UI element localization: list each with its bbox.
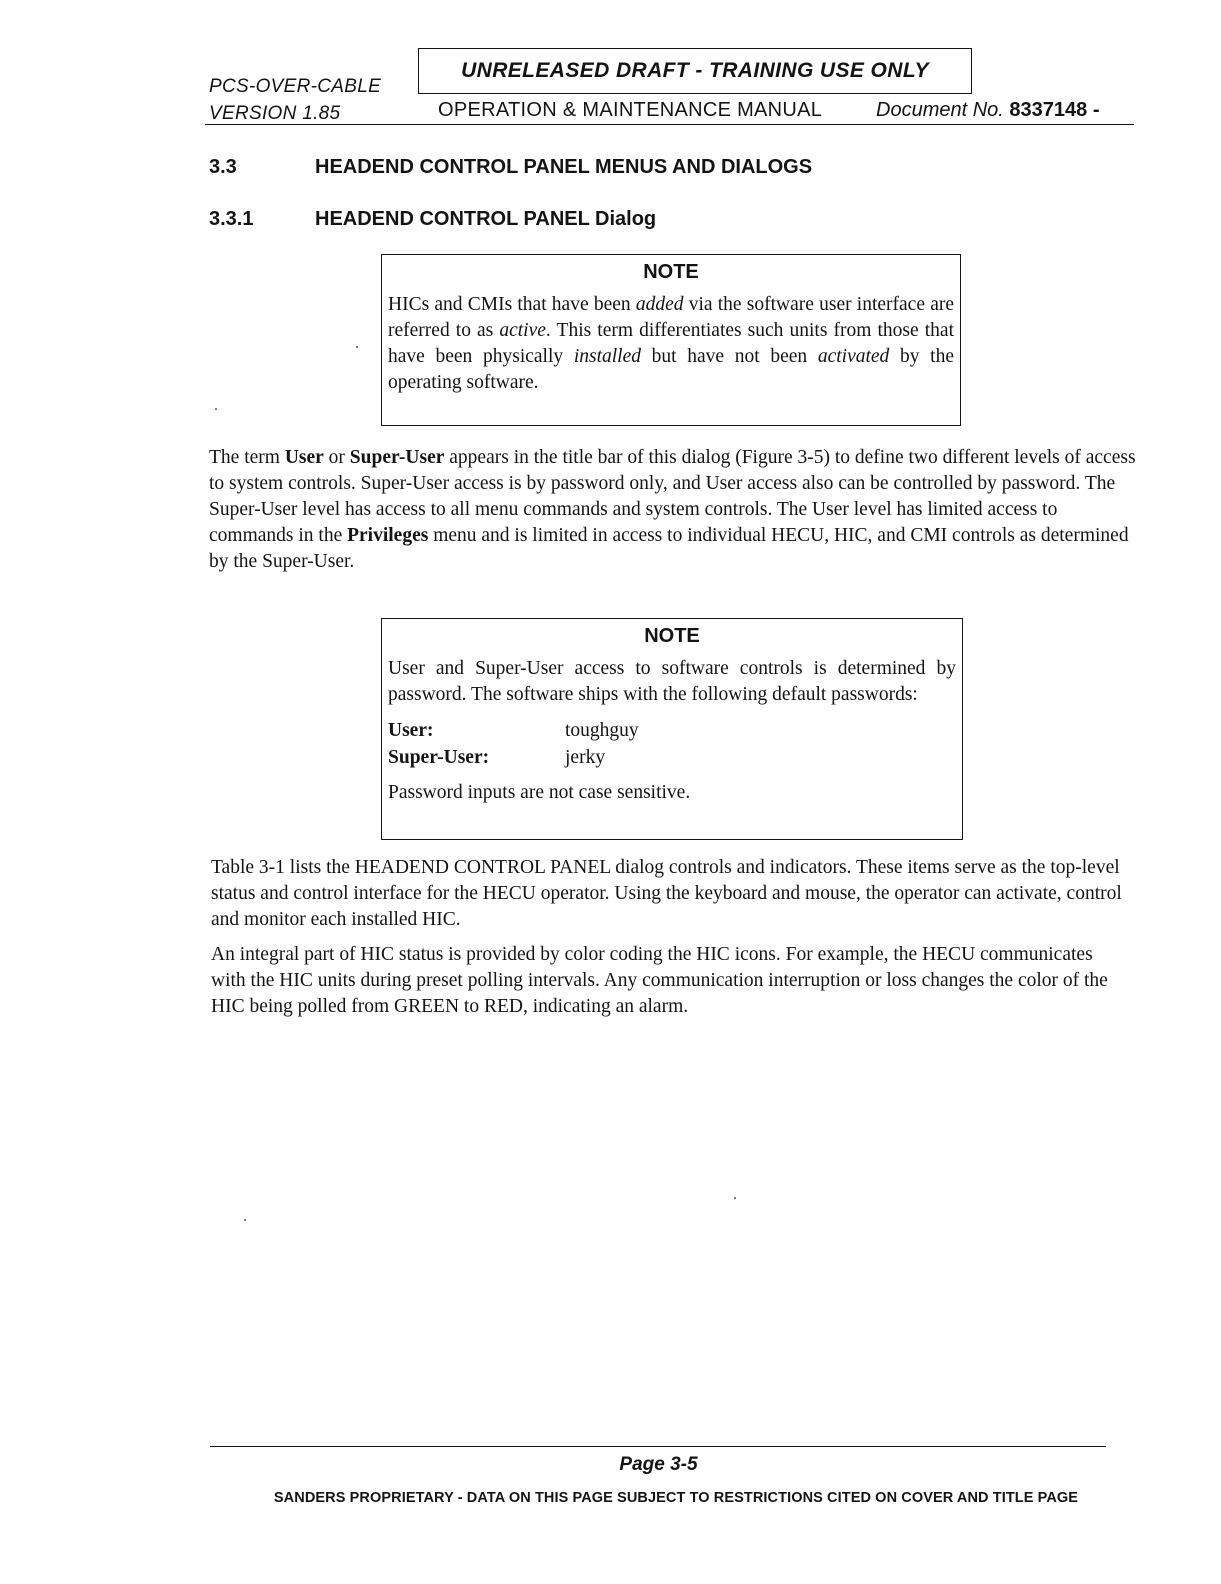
scan-speck — [356, 346, 358, 348]
section-number: 3.3.1 — [209, 208, 254, 230]
role-label: User: — [388, 720, 434, 741]
proprietary-notice: SANDERS PROPRIETARY - DATA ON THIS PAGE SUBJECT TO RESTRICTIONS CITED ON COVER AND TITLE PAGE — [273, 1490, 1079, 1506]
paragraph-color-coding: An integral part of HIC status is provided by color coding the HIC icons. For example, the HECU communicates with the HIC units during preset polling intervals. Any communication interruption or loss changes the color of the HIC being polled from GREEN to RED, indicating an alarm. — [211, 944, 1108, 1017]
header-divider — [205, 124, 1134, 125]
section-title: HEADEND CONTROL PANEL Dialog — [315, 208, 657, 230]
note-footer: Password inputs are not case sensitive. — [388, 782, 691, 803]
version-label: VERSION 1.85 — [209, 103, 341, 124]
role-label: Super-User: — [388, 747, 490, 768]
note-title: NOTE — [643, 261, 699, 283]
paragraph-access-levels: The term User or Super-User appears in the title bar of this dialog (Figure 3-5) to define two different levels of access to system controls. Super-User access is by password only, and User access also can be controlled by password. The Super-User level has access to all menu commands and system controls. The User level has limited access to commands in the Privileges menu and is limited in access to individual HECU, HIC, and CMI controls as determined by the Super-User. — [209, 447, 1136, 572]
scan-speck — [215, 408, 217, 410]
footer-divider — [210, 1446, 1106, 1447]
password-value: jerky — [565, 747, 606, 768]
draft-notice-text: UNRELEASED DRAFT - TRAINING USE ONLY — [461, 59, 929, 82]
page-number: Page 3-5 — [619, 1454, 698, 1475]
password-value: toughguy — [565, 720, 639, 741]
section-number: 3.3 — [209, 156, 237, 178]
section-title: HEADEND CONTROL PANEL MENUS AND DIALOGS — [315, 156, 813, 178]
note-body: HICs and CMIs that have been added via the software user interface are referred to as active. This term differentiates such units from those that have been physically installed but have not been activated by the operating software. — [388, 294, 954, 393]
document-number-value: 8337148 - — [1009, 99, 1100, 121]
password-list — [388, 717, 956, 771]
document-number-label: Document No. — [876, 99, 1004, 121]
password-row-user — [388, 717, 956, 744]
document-number — [876, 99, 1099, 122]
scan-speck — [734, 1197, 736, 1199]
note-box-active-units — [381, 254, 961, 426]
manual-title: OPERATION & MAINTENANCE MANUAL — [438, 99, 823, 121]
paragraph-table-reference: Table 3-1 lists the HEADEND CONTROL PANEL dialog controls and indicators. These items serve as the top-level status and control interface for the HECU operator. Using the keyboard and mouse, the operator can activate, control and monitor each installed HIC. — [211, 857, 1122, 930]
note-intro: User and Super-User access to software controls is determined by password. The software ships with the following default passwords: — [388, 658, 956, 705]
draft-notice-box — [418, 48, 972, 94]
password-row-super-user — [388, 744, 956, 771]
product-name: PCS-OVER-CABLE — [209, 76, 382, 97]
note-box-passwords — [381, 618, 963, 840]
scan-speck — [244, 1219, 246, 1221]
note-title: NOTE — [644, 625, 700, 647]
